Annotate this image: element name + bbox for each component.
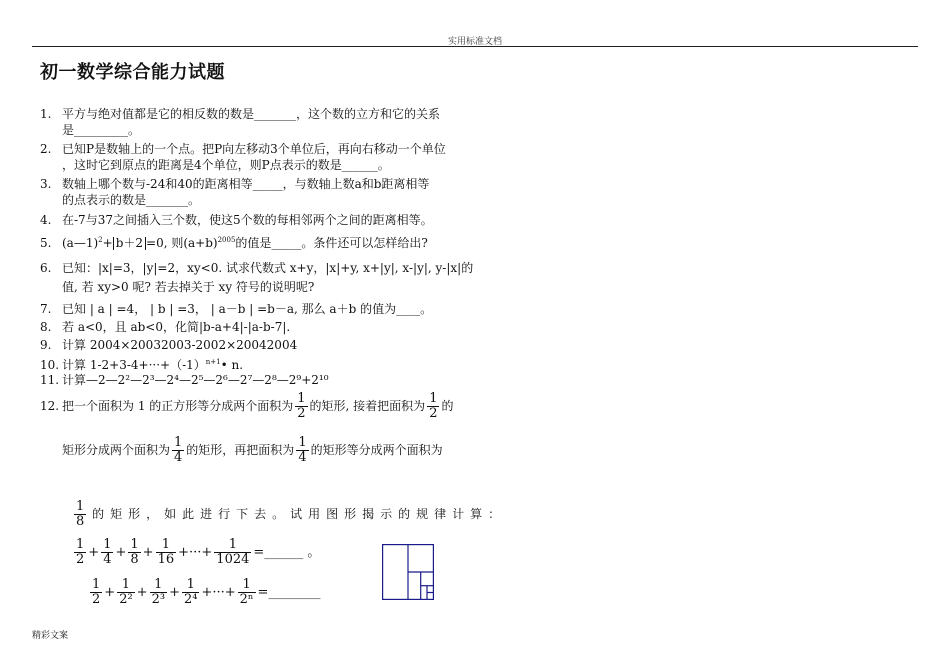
question-number: 8. [40,320,52,334]
question-number: 7. [40,302,52,316]
fraction-term: $\frac{1}{16}$ [157,537,175,567]
question-number: 6. [40,261,52,275]
page-footer: 精彩文案 [32,631,69,641]
question-text: 数轴上哪个数与-24和40的距离相等_____，与数轴上数a和b距离相等 [62,177,430,191]
fraction-quarter: $\frac{1}{4}$ [174,435,183,465]
text-part: 矩形分成两个面积为 [62,443,171,457]
question-12 [40,392,453,421]
question-number: 5. [40,236,52,250]
fraction-quarter: $\frac{1}{4}$ [298,435,307,465]
expr-c: =0, 则(a+b) [146,236,218,250]
page-header: 实用标准文档 [447,37,502,47]
plus: + [142,545,154,560]
question-number: 10. [40,358,60,372]
fraction-half: $\frac{1}{2}$ [297,391,306,421]
question-2 [40,141,446,157]
expr-d: 的值是_____。条件还可以怎样给出? [235,236,428,250]
fraction-term: $\frac{1}{\text{2³}}$ [151,577,166,607]
expr-b: • n. [220,358,244,372]
question-text: 在-7与37之间插入三个数，使这5个数的每相邻两个之间的距离相等。 [62,213,433,227]
series-1 [72,538,320,567]
question-text: 计算—2—2²—2³—2⁴—2⁵—2⁶—2⁷—2⁸—2⁹+2¹⁰ [62,373,329,387]
text-part: 的 [441,399,454,413]
fraction-term: $\frac{1}{2}$ [76,537,85,567]
question-3-cont: 的点表示的数是_______。 [62,193,201,207]
fraction-term: $\frac{1}{2}$ [92,577,101,607]
text-part: 的矩形，如此进行下去。试用图形揭示的规律计算： [92,507,507,521]
equals-blank: =________ [257,585,321,600]
question-6-cont: 值, 若 xy>0 呢? 若去掉关于 xy 符号的说明呢? [62,280,315,294]
ellipsis: +···+ [201,585,236,600]
fraction-term: $\frac{1}{1024}$ [216,537,250,567]
plus: + [102,236,113,250]
abs-b-plus-2: b＋2 [113,237,146,250]
text-part: 的矩形等分成两个面积为 [310,443,443,457]
subdivided-square-figure [382,544,434,600]
question-number: 2. [40,142,52,156]
question-7 [40,301,432,317]
header-rule [32,46,918,47]
series-2: $\frac{1}{2}$ + $\frac{1}{\text{2²}}$ + $\frac{1}{\text{2³}}$ + $\frac{1}{\text{2⁴}}$ +···+ $\frac{1}{\text{2ⁿ}}$ =________ [92,577,321,607]
question-text: 计算 2004×20032003-2002×20042004 [62,338,298,352]
fraction-term: $\frac{1}{4}$ [103,537,112,567]
fraction-term: $\frac{1}{\text{2⁴}}$ [183,577,198,607]
fraction-term: $\frac{1}{8}$ [130,537,139,567]
question-text: 若 a<0，且 ab<0，化简|b-a+4|-|a-b-7|. [62,320,291,334]
expr-a: 计算 1-2+3-4+···+（-1） [62,358,206,372]
question-12-line-3 [72,500,506,529]
exp-2005: 2005 [217,236,236,244]
equals-blank: =______ 。 [253,545,321,560]
fraction-term: $\frac{1}{\text{2²}}$ [119,577,133,607]
text-part: 把一个面积为 1 的正方形等分成两个面积为 [62,399,294,413]
question-11 [40,372,329,388]
fraction-term: $\frac{1}{\text{2ⁿ}}$ [239,577,254,607]
question-number: 4. [40,213,52,227]
page-title: 初一数学综合能力试题 [40,62,225,83]
fraction-eighth: $\frac{1}{8}$ [76,499,85,529]
text-part: 的矩形，再把面积为 [186,443,295,457]
question-number: 1. [40,107,52,121]
question-text: 已知P是数轴上的一个点。把P向左移动3个单位后，再向右移动一个单位 [62,142,446,156]
question-1 [40,106,440,122]
question-text: 已知 | a | =4， | b | =3， | a－b | =b－a, 那么 a＋b 的值为____。 [62,302,433,316]
question-text: 平方与绝对值都是它的相反数的数是_______，这个数的立方和它的关系 [62,107,441,121]
expr-a: (a—1) [62,236,99,250]
plus: + [88,545,100,560]
question-12-line-2 [62,436,443,465]
question-10 [40,354,243,373]
question-8 [40,319,290,335]
text-part: 的矩形, 接着把面积为 [309,399,426,413]
question-1-cont: 是_________。 [62,123,141,137]
question-number: 12. [40,399,60,413]
question-6 [40,260,473,276]
exp-2: 2 [98,236,103,244]
question-number: 9. [40,338,52,352]
question-2-cont: ，这时它到原点的距离是4个单位，则P点表示的数是______。 [62,158,390,172]
question-number: 11. [40,373,60,387]
question-number: 3. [40,177,52,191]
exp-n-plus-1: n+1 [205,358,221,366]
ellipsis: +···+ [178,545,213,560]
question-text: 已知：|x|=3，|y|=2，xy<0. 试求代数式 x+y，|x|+y, x+|y|, x-|y|, y-|x|的 [62,261,474,275]
fraction-half: $\frac{1}{2}$ [429,391,438,421]
question-5 [40,232,428,251]
question-3 [40,176,429,192]
plus: + [115,545,127,560]
question-4 [40,212,433,228]
question-9 [40,337,297,353]
